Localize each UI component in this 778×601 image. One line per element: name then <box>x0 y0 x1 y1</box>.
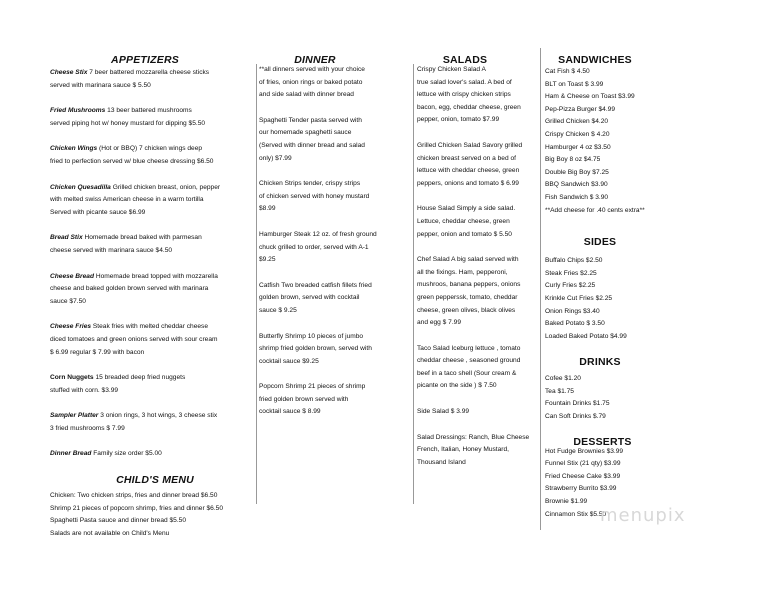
list-item: Big Boy 8 oz $4.75 <box>545 156 601 164</box>
list-item: Ham & Cheese on Toast $3.99 <box>545 93 635 101</box>
sides-list <box>545 255 660 343</box>
list-item: Salads are not available on Child's Menu <box>50 529 170 537</box>
desserts-heading: DESSERTS <box>573 436 632 448</box>
menu-item: Cheese Bread Homemade bread topped with mozzarella cheese and baked golden brown served with marinara sauce $7.50 <box>50 272 218 305</box>
menu-item: Corn Nuggets 15 breaded deep fried nuggets stuffed with corn. $3.99 <box>50 374 186 394</box>
menu-item: Taco Salad Iceburg lettuce , tomato cheddar cheese , seasoned ground beef in a taco shell (Sour cream & picante on the side ) $ 7.50 <box>417 344 521 390</box>
list-item: Strawberry Burrito $3.99 <box>545 485 617 493</box>
list-item: BBQ Sandwich $3.90 <box>545 181 608 189</box>
list-item: Fish Sandwich $ 3.90 <box>545 193 609 201</box>
menu-item: House Salad Simply a side salad. Lettuce, cheddar cheese, green pepper, onion and tomato $ 5.50 <box>417 205 516 238</box>
menu-item: Cheese Stix 7 beer battered mozzarella cheese sticks served with marinara sauce $ 5.50 <box>50 69 210 89</box>
list-item: Crispy Chicken $ 4.20 <box>545 130 610 138</box>
list-item: Shrimp 21 pieces of popcorn shrimp, fries and dinner $6.50 <box>50 504 223 512</box>
sandwiches-list <box>545 66 660 217</box>
list-item: Grilled Chicken $4.20 <box>545 118 609 126</box>
menu-item: Spaghetti Tender pasta served with our homemade spaghetti sauce (Served with dinner bread and salad only) $7.99 <box>259 116 365 162</box>
list-item: Curly Fries $2.25 <box>545 282 596 290</box>
list-item: Cinnamon Stix $5.50 <box>545 510 607 518</box>
salads-heading: SALADS <box>442 54 488 66</box>
list-item: Loaded Baked Potato $4.99 <box>545 332 627 340</box>
list-item: Krinkle Cut Fries $2.25 <box>545 294 613 302</box>
menu-item: Chicken Wings (Hot or BBQ) 7 chicken wings deep fried to perfection served w/ blue cheese dressing $6.50 <box>50 145 214 165</box>
sides-heading: SIDES <box>583 236 617 248</box>
watermark: menupix <box>600 505 686 526</box>
appetizers-heading: APPETIZERS <box>111 54 179 66</box>
list-item: Hot Fudge Brownies $3.99 <box>545 447 624 455</box>
drinks-list <box>545 373 660 423</box>
salads-column <box>413 64 537 504</box>
menu-item: Chicken Strips tender, crispy strips of chicken served with honey mustard $8.99 <box>259 180 370 213</box>
drinks-heading: DRINKS <box>579 356 621 368</box>
menu-item: Crispy Chicken Salad A true salad lover's salad. A bed of lettuce with crispy chicken strips bacon, egg, cheddar cheese, green pepper, onion, tomato $7.99 <box>417 66 521 124</box>
appetizers-column <box>50 67 250 461</box>
menu-item: **all dinners served with your choice of fries, onion rings or baked potato and side salad with dinner bread <box>259 66 365 99</box>
menu-item: Grilled Chicken Salad Savory grilled chicken breast served on a bed of lettuce with cheddar cheese, green peppers, onions and tomato $ 6.99 <box>417 141 523 187</box>
right-column <box>540 48 660 530</box>
list-item: **Add cheese for .40 cents extra** <box>545 206 645 214</box>
list-item: Double Big Boy $7.25 <box>545 168 609 176</box>
sandwiches-heading: SANDWICHES <box>558 54 632 66</box>
list-item: Pep-Pizza Burger $4.99 <box>545 105 616 113</box>
list-item: Baked Potato $ 3.50 <box>545 320 605 328</box>
childs-menu-list <box>50 490 255 540</box>
menu-item: Sampler Platter 3 onion rings, 3 hot wings, 3 cheese stix 3 fried mushrooms $ 7.99 <box>50 412 218 432</box>
menu-item: Fried Mushrooms 13 beer battered mushrooms served piping hot w/ honey mustard for dipping $5.50 <box>50 107 206 127</box>
list-item: Steak Fries $2.25 <box>545 269 597 277</box>
list-item: Brownie $1.99 <box>545 498 588 506</box>
list-item: Onion Rings $3.40 <box>545 307 600 315</box>
menu-item: Cheese Fries Steak fries with melted cheddar cheese diced tomatoes and green onions served with sour cream $ 6.99 regular $ 7.99 with bacon <box>50 323 218 356</box>
menu-item: Chef Salad A big salad served with all the fixings. Ham, pepperoni, mushroos, banana peppers, onions green pepperssk, tomato, cheddar cheese, green olives, black olives and egg $ 7.99 <box>417 256 521 327</box>
list-item: Funnel Stix (21 qty) $3.99 <box>545 460 621 468</box>
menu-item: Salad Dressings: Ranch, Blue Cheese French, Italian, Honey Mustard, Thousand Island <box>417 433 530 466</box>
menu-item: Side Salad $ 3.99 <box>417 408 470 416</box>
list-item: Cat Fish $ 4.50 <box>545 68 590 75</box>
menu-item: Dinner Bread Family size order $5.00 <box>50 450 162 458</box>
list-item: Buffalo Chips $2.50 <box>545 257 603 265</box>
list-item: Can Soft Drinks $.79 <box>545 413 606 421</box>
list-item: Spaghetti Pasta sauce and dinner bread $5.50 <box>50 517 187 525</box>
list-item: BLT on Toast $ 3.99 <box>545 80 604 88</box>
dinner-column <box>256 64 411 504</box>
menu-item: Bread Stix Homemade bread baked with parmesan cheese served with marinara sauce $4.50 <box>50 234 202 254</box>
list-item: Hamburger 4 oz $3.50 <box>545 143 611 151</box>
menu-item: Hamburger Steak 12 oz. of fresh ground chuck grilled to order, served with A-1 $9.25 <box>259 230 377 264</box>
menu-item: Chicken Quesadilla Grilled chicken breast, onion, pepper with melted swiss American cheese in a warm tortilla Served with picante sauce $6.99 <box>50 183 221 216</box>
list-item: Tea $1.75 <box>545 387 574 395</box>
menu-item: Popcorn Shrimp 21 pieces of shrimp fried golden brown served with cocktail sauce $ 8.99 <box>259 383 366 416</box>
dinner-heading: DINNER <box>294 54 336 66</box>
list-item: Cofee $1.20 <box>545 375 581 383</box>
list-item: Fountain Drinks $1.75 <box>545 400 610 408</box>
menu-item: Butterfly Shrimp 10 pieces of jumbo shrimp fried golden brown, served with cocktail sauce $9.25 <box>259 332 372 365</box>
list-item: Fried Cheese Cake $3.99 <box>545 472 621 480</box>
menu-item: Catfish Two breaded catfish fillets fried golden brown, served with cocktail sauce $ 9.25 <box>259 281 372 314</box>
childs-menu-heading: CHILD'S MENU <box>116 474 194 486</box>
list-item: Chicken: Two chicken strips, fries and dinner bread $6.50 <box>50 492 218 499</box>
